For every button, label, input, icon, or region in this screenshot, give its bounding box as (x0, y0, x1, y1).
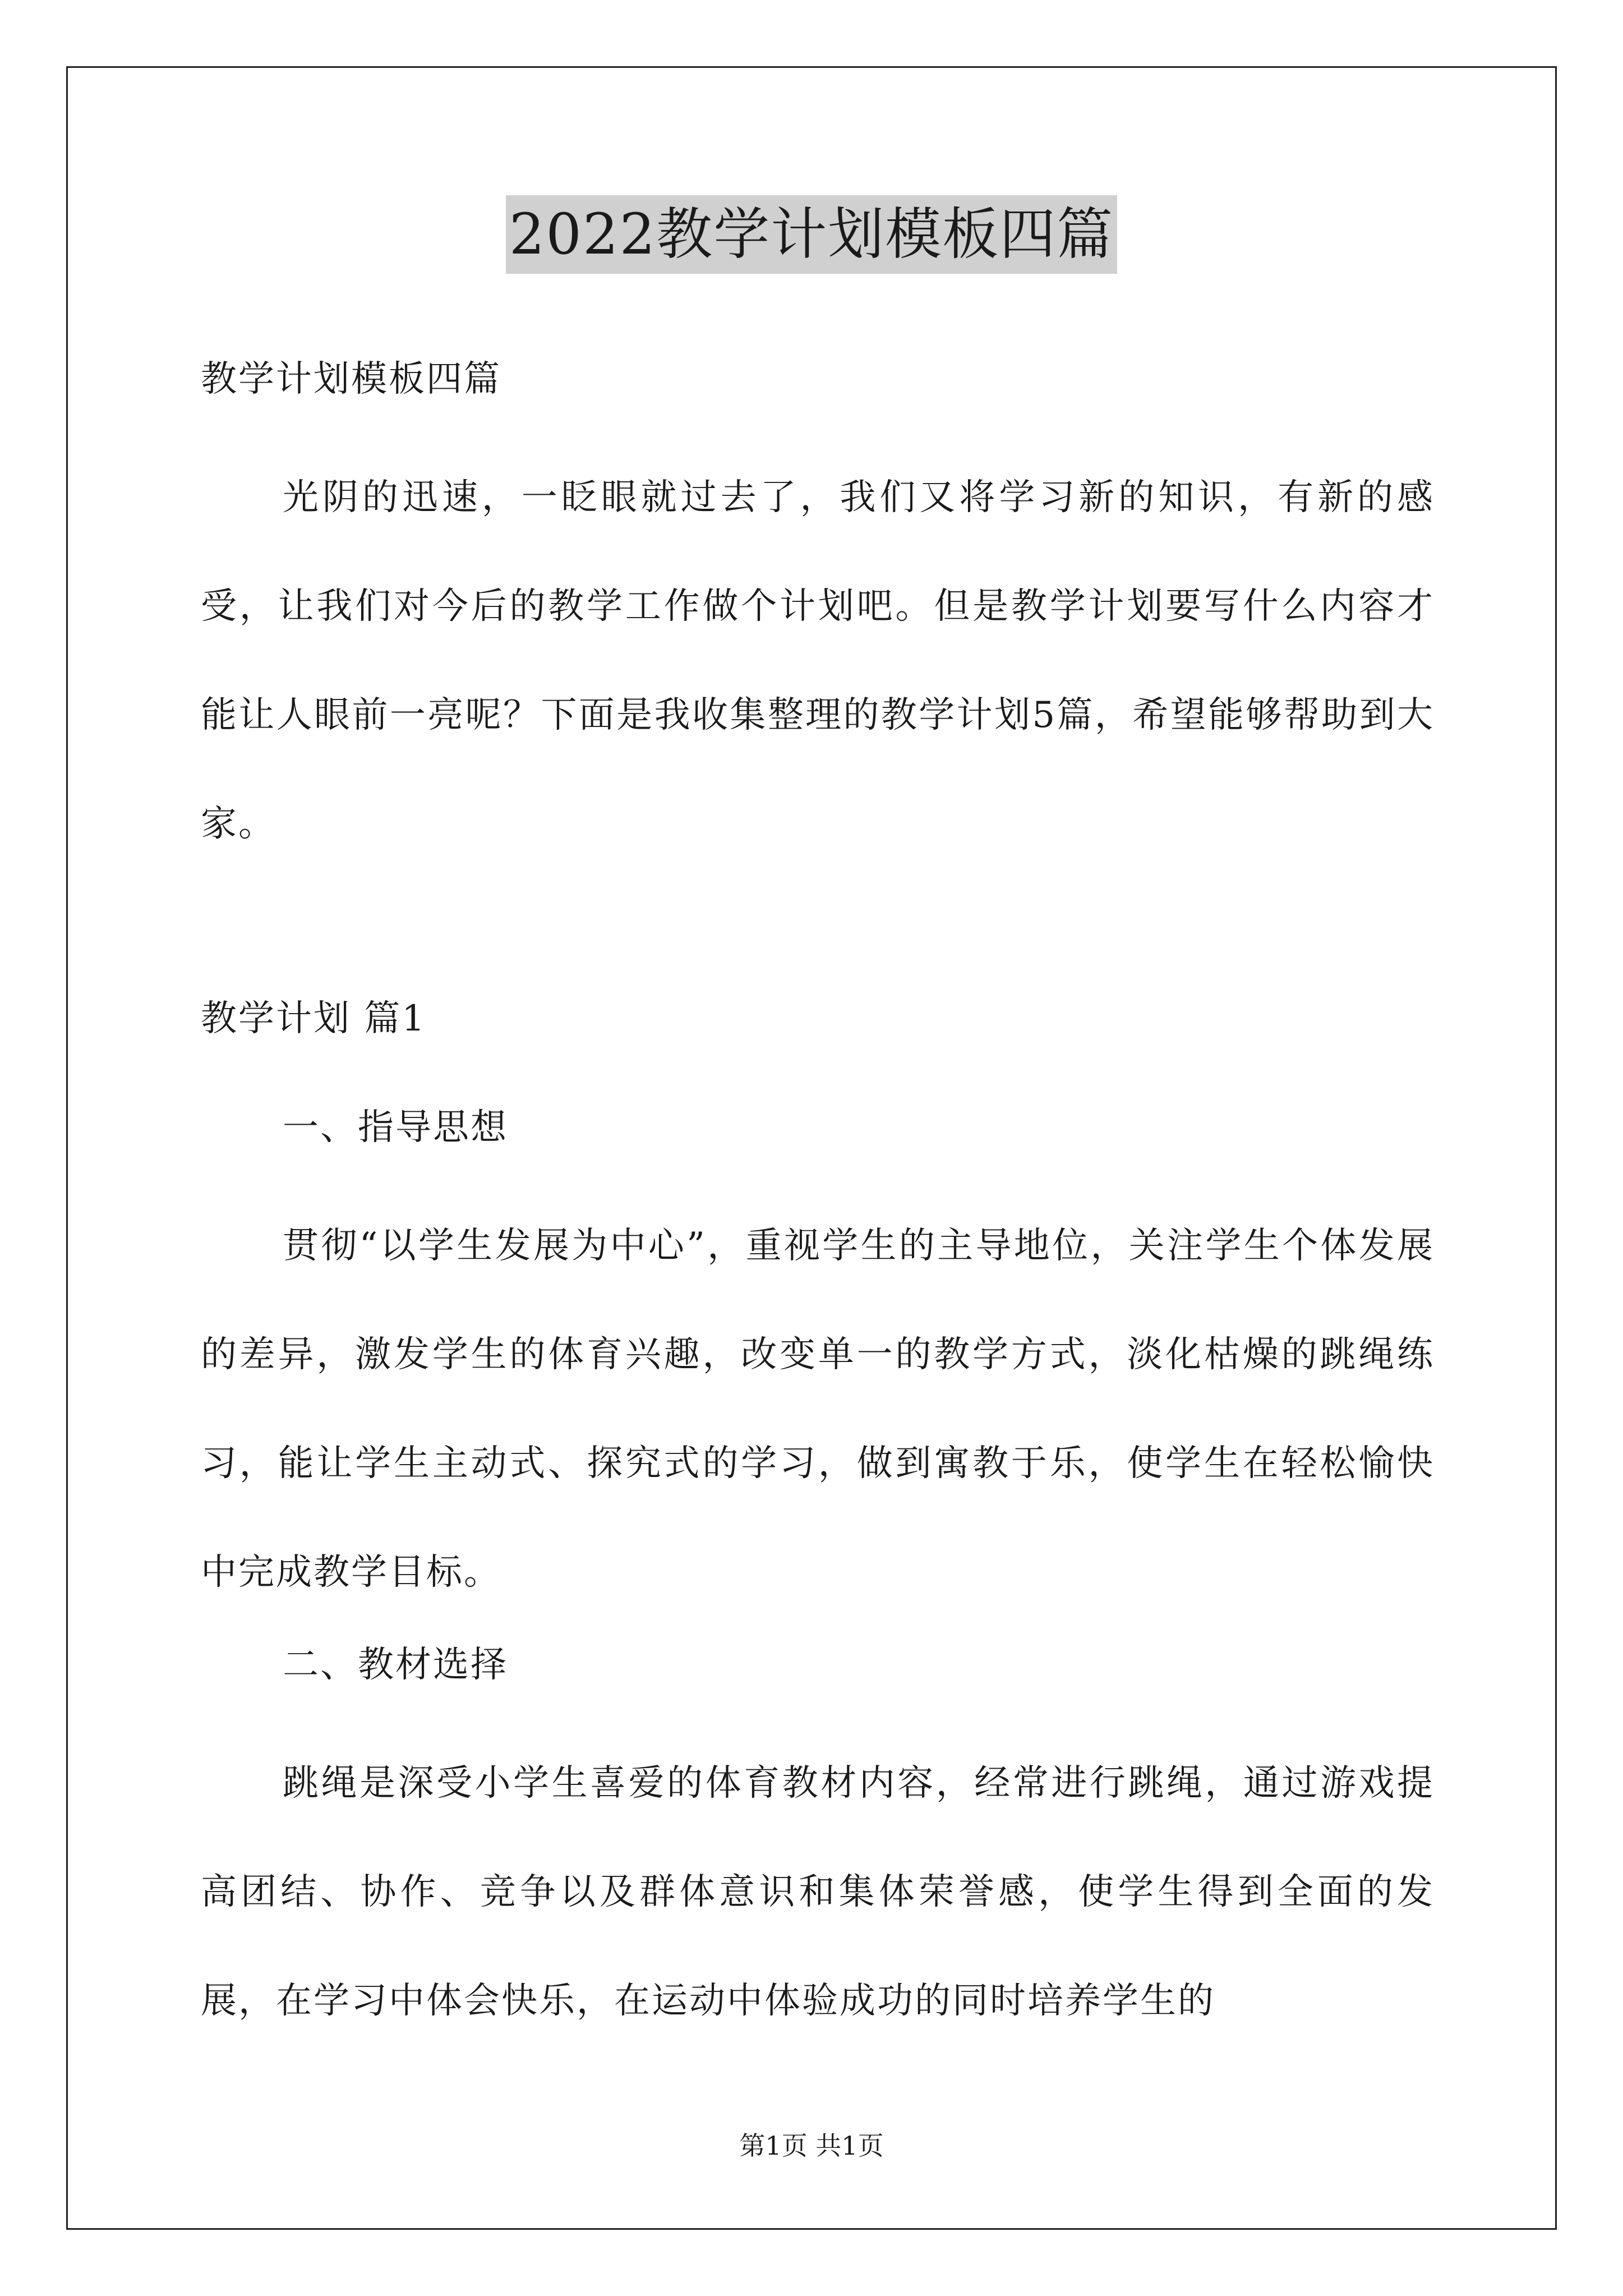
part1-heading: 一、指导思想 (283, 1107, 508, 1148)
title-container (0, 195, 1623, 274)
part2-heading: 二、教材选择 (283, 1644, 508, 1686)
part1-paragraph: 贯彻“以学生发展为中心”，重视学生的主导地位，关注学生个体发展的差异，激发学生的体育兴趣，改变单一的教学方式，淡化枯燥的跳绳练习，能让学生主动式、探究式的学习，做到寓教于乐，使学生在轻松愉快中完成教学目标。 (201, 1225, 1435, 1593)
intro-paragraph: 光阴的迅速，一眨眼就过去了，我们又将学习新的知识，有新的感受，让我们对今后的教学工作做个计划吧。但是教学计划要写什么内容才能让人眼前一亮呢？下面是我收集整理的教学计划5篇，希望能够帮助到大家。 (201, 477, 1435, 845)
page-number-footer: 第1页 共1页 (739, 2131, 884, 2161)
section-heading: 教学计划 篇1 (201, 998, 427, 1039)
part2-paragraph: 跳绳是深受小学生喜爱的体育教材内容，经常进行跳绳，通过游戏提高团结、协作、竞争以及群体意识和集体荣誉感，使学生得到全面的发展，在学习中体会快乐，在运动中体验成功的同时培养学生的 (201, 1763, 1435, 2022)
document-subtitle: 教学计划模板四篇 (201, 358, 501, 400)
document-title: 2022教学计划模板四篇 (506, 195, 1118, 274)
